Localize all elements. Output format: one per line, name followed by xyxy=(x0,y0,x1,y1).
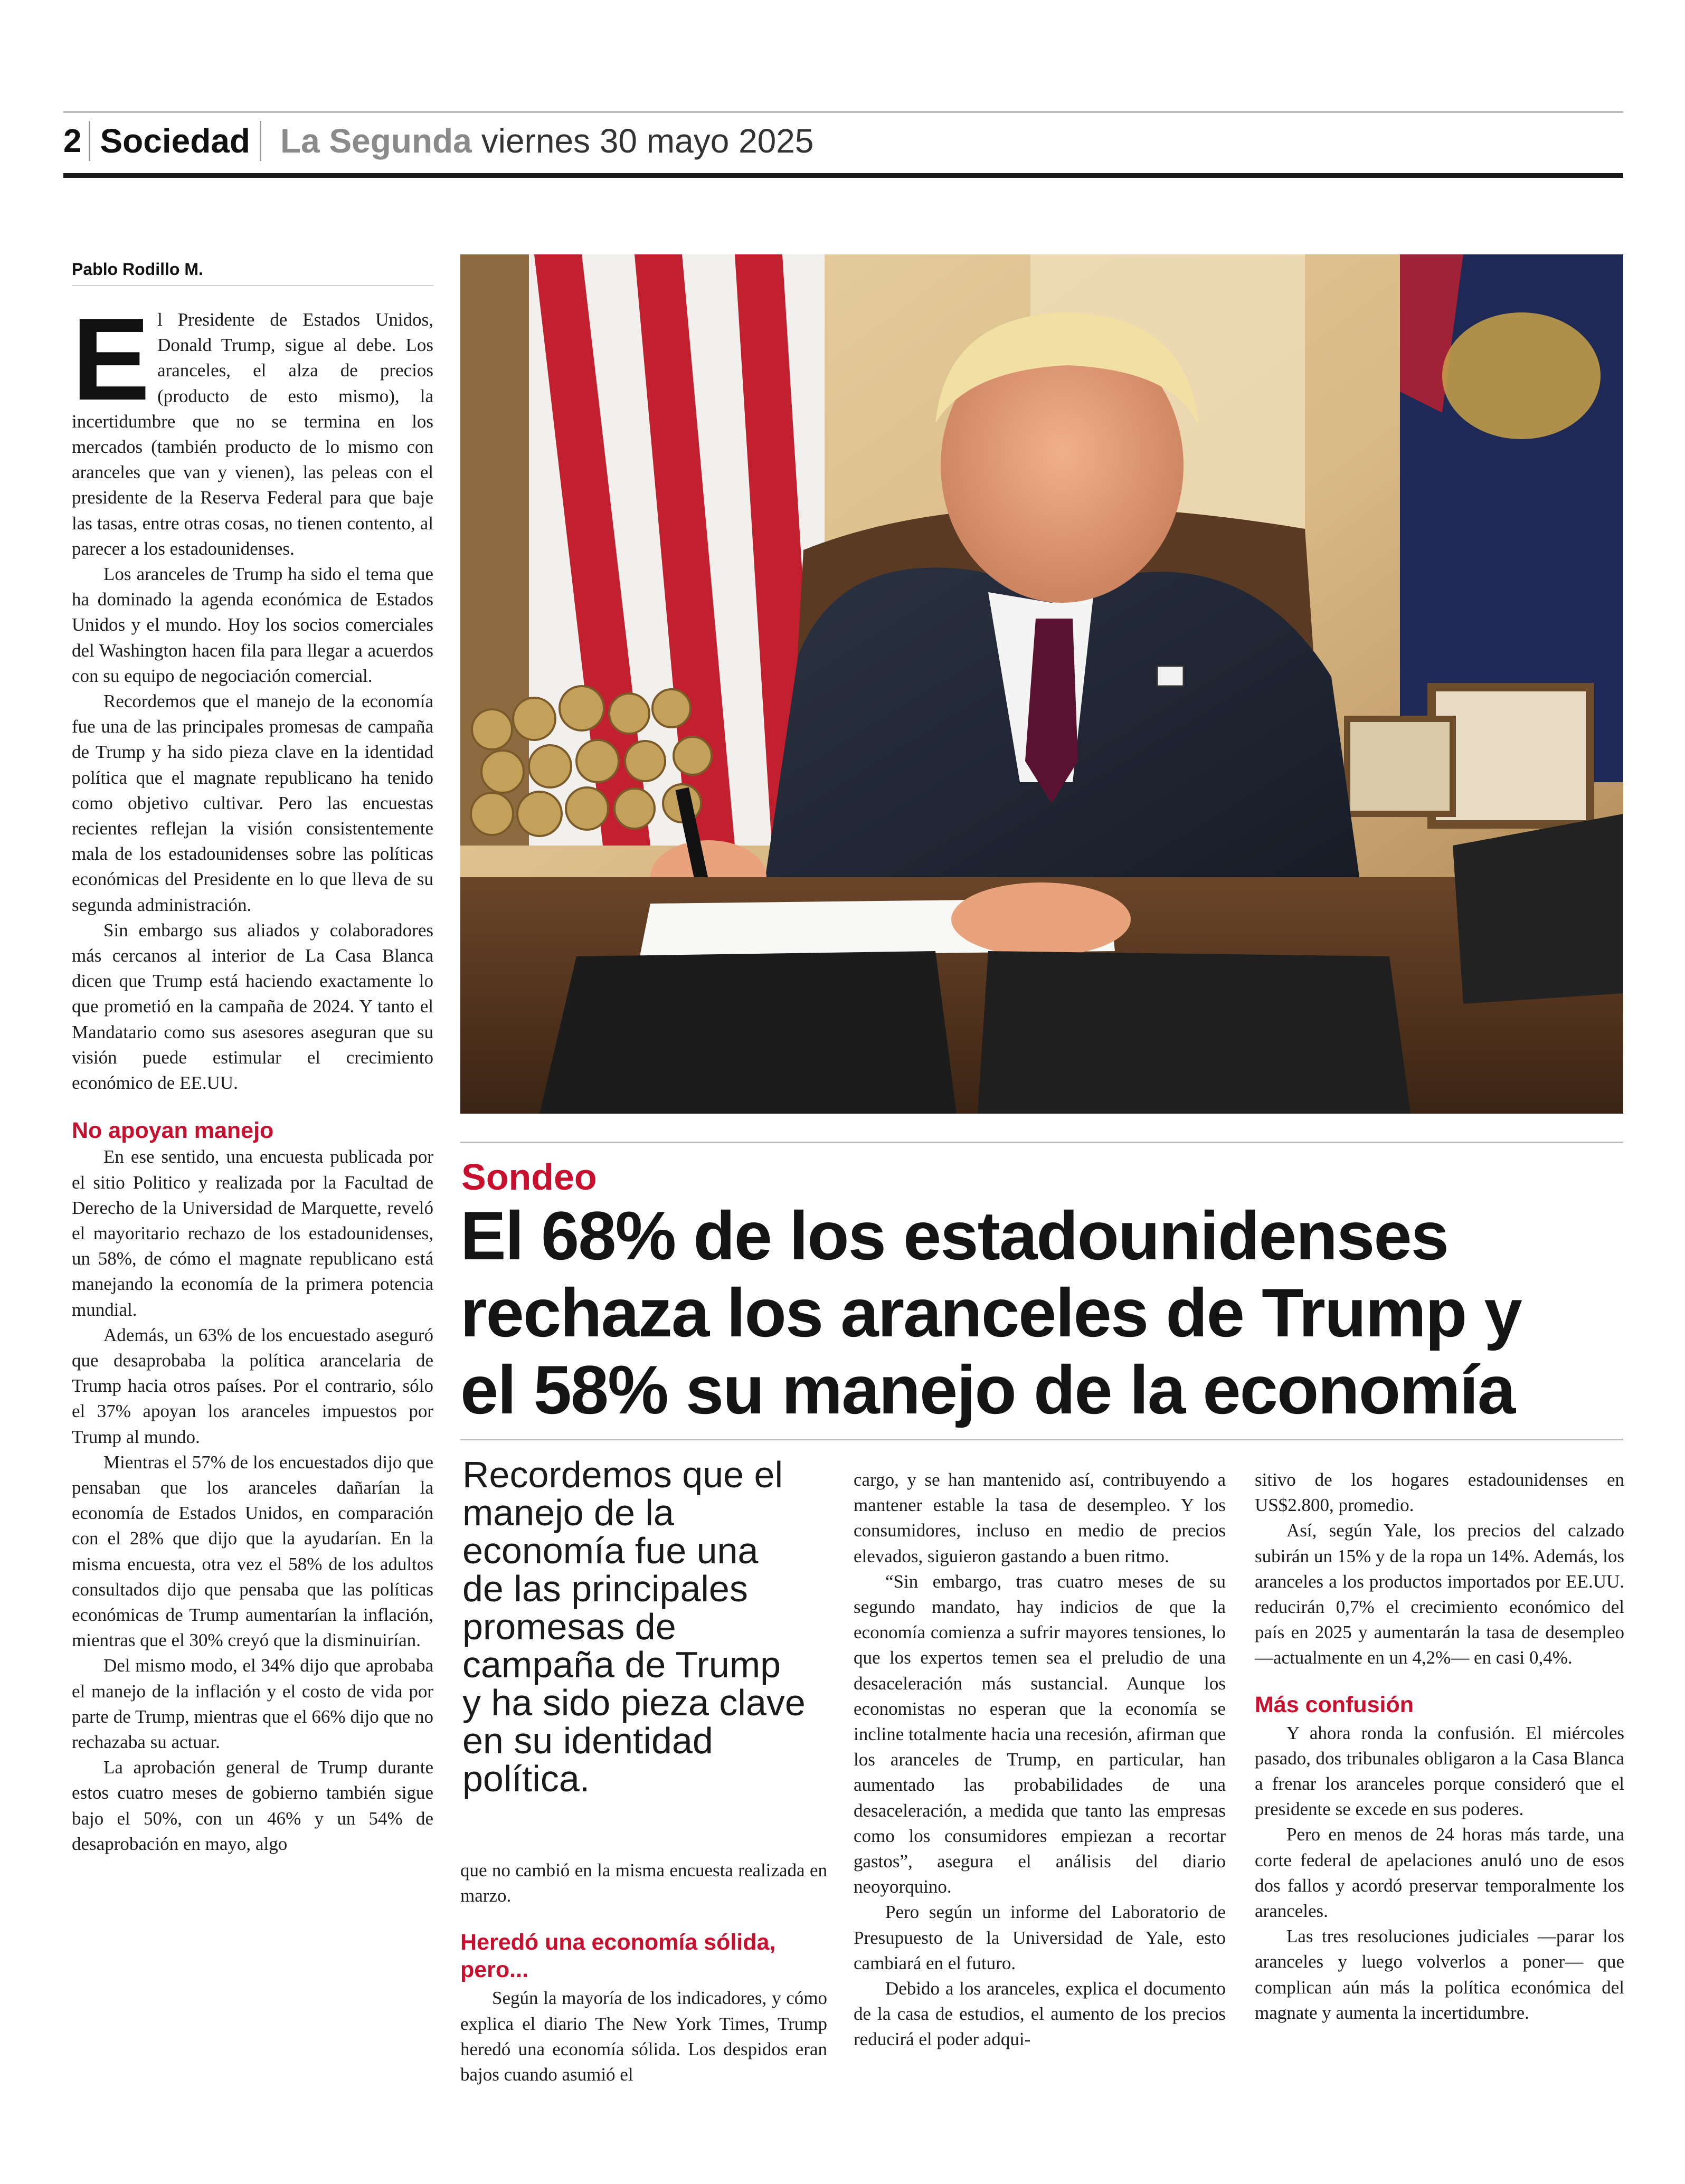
lead-paragraph: El Presidente de Estados Unidos, Donald Trump, sigue al debe. Los aranceles, el alza de precios (producto de esto mismo), la incertidumbre que no se termina en los mercados (también producto de lo mismo con aranceles que van y vienen), las peleas con el presidente de la Reserva Federal para que baje las tasas, entre otras cosas, no tienen contento, al parecer a los estadounidenses. xyxy=(72,294,433,559)
paragraph: Mientras el 57% de los encuestados dijo que pensaban que los aranceles dañarían la economía de Estados Unidos, en comparación con el 28% que dijo que la ayudarían. En la misma encuesta, otra vez el 58% de los adultos consultados dijo que pensaba que las políticas económicas de Trump aumentarían la inflación, mientras que el 30% creyó que la disminuirían. xyxy=(72,1451,433,1651)
masthead xyxy=(63,117,813,165)
paragraph: Pero según un informe del Laboratorio de Presupuesto de la Universidad de Yale, esto cambiará en el futuro. xyxy=(854,1902,1226,1973)
article-column-3 xyxy=(854,1467,1226,2053)
headline-rule xyxy=(460,1439,1623,1440)
paragraph: Debido a los aranceles, explica el documento de la casa de estudios, el aumento de los precios reducirá el poder adqui- xyxy=(854,1978,1226,2050)
pull-quote-line: política. xyxy=(462,1758,590,1799)
pull-quote-line: manejo de la xyxy=(462,1492,674,1533)
header-rule xyxy=(63,173,1623,178)
paragraph: La aprobación general de Trump durante estos cuatro meses de gobierno también sigue bajo el 50%, con un 46% y un 54% de desaprobación en mayo, algo xyxy=(72,1757,433,1854)
headline-line: el 58% su manejo de la economía xyxy=(460,1351,1515,1428)
subhead-no-apoyan: No apoyan manejo xyxy=(72,1118,274,1144)
pull-quote-line: Recordemos que el xyxy=(462,1454,783,1495)
paragraph: Y ahora ronda la confusión. El miércoles pasado, dos tribunales obligaron a la Casa Blanca a frenar los aranceles porque consideró que el presidente se excede en sus poderes. xyxy=(1255,1722,1624,1820)
top-rule xyxy=(63,111,1623,113)
article-column-4 xyxy=(1255,1467,1624,2026)
masthead-divider xyxy=(260,121,261,161)
masthead-divider xyxy=(89,121,90,161)
page-number: 2 xyxy=(63,122,82,159)
pull-quote xyxy=(462,1456,821,1798)
byline-rule xyxy=(72,285,433,286)
paragraph: Además, un 63% de los encuestado aseguró que desaprobaba la política arancelaria de Trump hacia otros países. Por el contrario, sólo el 37% apoyan los aranceles impuestos por Trump al mundo. xyxy=(72,1324,433,1447)
pull-quote-line: y ha sido pieza clave xyxy=(462,1682,806,1723)
article-column-2 xyxy=(460,1858,827,2087)
pull-quote-line: promesas de xyxy=(462,1606,676,1647)
issue-date: viernes 30 mayo 2025 xyxy=(481,122,814,160)
paragraph: sitivo de los hogares estadounidenses en US$2.800, promedio. xyxy=(1255,1469,1624,1516)
paragraph: cargo, y se han mantenido así, contribuyendo a mantener estable la tasa de desempleo. Y los consumidores, incluso en medio de precios elevados, siguieron gastando a buen ritmo. xyxy=(854,1469,1226,1566)
pull-quote-line: en su identidad xyxy=(462,1720,713,1761)
article-photo xyxy=(460,254,1623,1114)
paragraph: Así, según Yale, los precios del calzado subirán un 15% y de la ropa un 14%. Además, los aranceles a los productos importados por EE.UU. reducirán 0,7% el crecimiento económico del país en 2025 y aumentarán la tasa de desempleo —actualmente en un 4,2%— en casi 0,4%. xyxy=(1255,1520,1624,1668)
headline-line: El 68% de los estadounidenses xyxy=(460,1197,1448,1274)
paragraph: que no cambió en la misma encuesta realizada en marzo. xyxy=(460,1860,827,1906)
paragraph: En ese sentido, una encuesta publicada por el sitio Politico y realizada por la Facultad de Derecho de la Universidad de Marquette, reveló el mayoritario rechazo de los estadounidenses, un 58%, de cómo el magnate republicano está manejando la economía de la primera potencia mundial. xyxy=(72,1146,433,1320)
paragraph: Las tres resoluciones judiciales —parar los aranceles y luego volverlos a poner— que complican aún más la política económica del magnate y aumenta la incertidumbre. xyxy=(1255,1926,1624,2023)
paragraph: Los aranceles de Trump ha sido el tema que ha dominado la agenda económica de Estados Unidos y el mundo. Hoy los socios comerciales del Washington hacen fila para llegar a acuerdos con su equipo de negociación comercial. xyxy=(72,564,433,686)
article-column-1 xyxy=(72,294,433,1857)
headline-line: rechaza los aranceles de Trump y xyxy=(460,1274,1521,1351)
paragraph: Pero en menos de 24 horas más tarde, una corte federal de apelaciones anuló uno de esos dos fallos y acordó preservar temporalmente los aranceles. xyxy=(1255,1824,1624,1922)
subhead-heredo: Heredó una economía sólida, pero... xyxy=(460,1930,776,1983)
publication-name: La Segunda xyxy=(280,122,472,160)
paragraph: Recordemos que el manejo de la economía fue una de las principales promesas de campaña de Trump y ha sido pieza clave en la identidad política que el magnate republicano ha tenido como objetivo cultivar. Pero las encuestas recientes reflejan la visión consistentemente mala de los estadounidenses sobre las políticas económicas del Presidente en lo que lleva de su segunda administración. xyxy=(72,691,433,915)
drop-cap: E xyxy=(72,294,150,425)
pull-quote-line: economía fue una xyxy=(462,1530,759,1571)
paragraph: Del mismo modo, el 34% dijo que aprobaba el manejo de la inflación y el costo de vida por parte de Trump, mientras que el 66% dijo que no rechazaba su actuar. xyxy=(72,1655,433,1752)
paragraph: “Sin embargo, tras cuatro meses de su segundo mandato, hay indicios de que la economía comienza a sufrir mayores tensiones, lo que los expertos temen sea el preludio de una desaceleración más sustancial. Aunque los economistas no esperan que la economía se incline totalmente hacia una recesión, afirman que los aranceles de Trump, en particular, han aumentado las probabilidades de una desaceleración, a medida que tanto las empresas como los consumidores empiezan a recortar gastos”, asegura el análisis del diario neoyorquino. xyxy=(854,1571,1226,1897)
kicker: Sondeo xyxy=(461,1156,597,1198)
pull-quote-line: de las principales xyxy=(462,1568,748,1609)
paragraph: Según la mayoría de los indicadores, y cómo explica el diario The New York Times, Trump heredó una economía sólida. Los despidos eran bajos cuando asumió el xyxy=(460,1988,827,2085)
pull-quote-line: campaña de Trump xyxy=(462,1644,781,1685)
subhead-mas-confusion: Más confusión xyxy=(1255,1692,1414,1717)
byline: Pablo Rodillo M. xyxy=(72,260,203,279)
paragraph: Sin embargo sus aliados y colaboradores más cercanos al interior de La Casa Blanca dicen que Trump está haciendo exactamente lo que prometió en la campaña de 2024. Y tanto el Mandatario como sus asesores aseguran que su visión puede estimular el crecimiento económico de EE.UU. xyxy=(72,919,433,1094)
section-name: Sociedad xyxy=(100,122,251,160)
kicker-rule xyxy=(460,1142,1623,1143)
headline xyxy=(460,1197,1632,1428)
